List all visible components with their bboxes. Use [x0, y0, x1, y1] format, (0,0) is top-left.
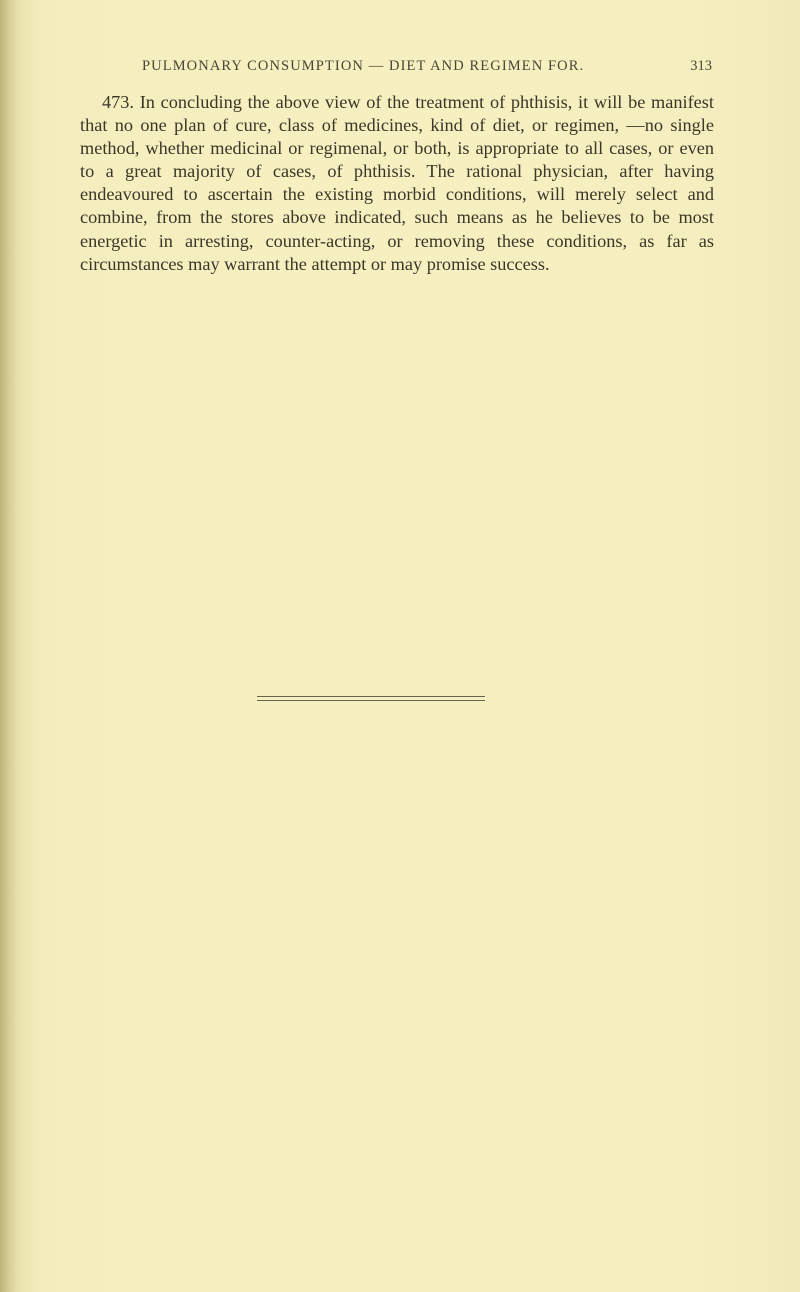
section-end-rule-top [257, 696, 485, 697]
paragraph-473: 473. In concluding the above view of the treatment of phthisis, it will be manifest that no one plan of cure, class of medicines, kind of diet, or regimen, —no single method, whether medicinal or regimenal, or both, is appropriate to all cases, or even to a great majority of cases, of phthisis. The rational physician, after having endeavoured to ascertain the existing morbid conditions, will merely select and combine, from the stores above indicated, such means as he believes to be most energetic in arresting, counter-acting, or removing these conditions, as far as circumstances may warrant the attempt or may promise success. [80, 92, 714, 274]
running-head [142, 58, 712, 78]
running-title: PULMONARY CONSUMPTION — DIET AND REGIMEN FOR. [142, 58, 585, 74]
section-end-rule-bottom [257, 700, 485, 701]
page-gutter-shadow [0, 0, 16, 1292]
page-number: 313 [690, 58, 712, 74]
